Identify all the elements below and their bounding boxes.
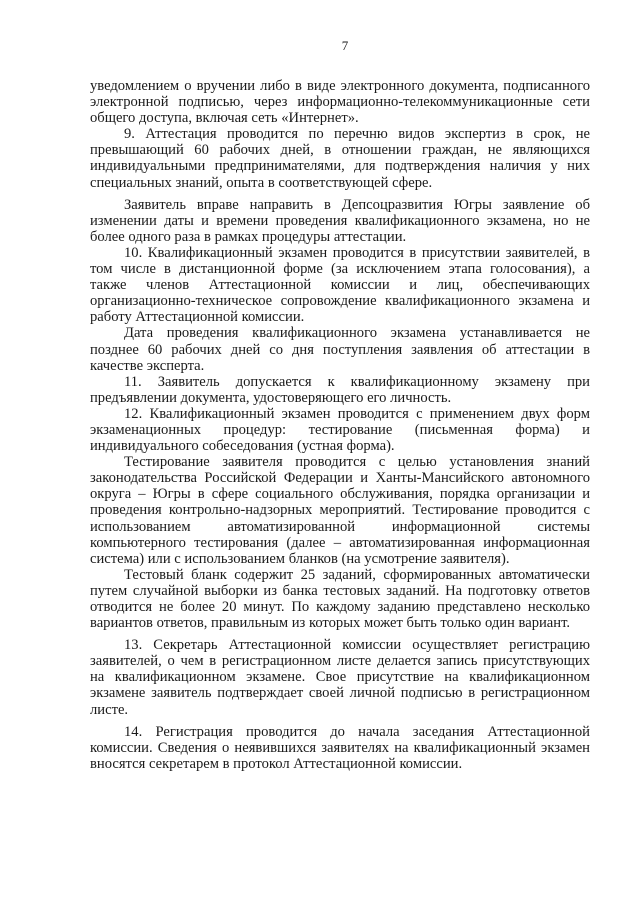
paragraph-testing-purpose: Тестирование заявителя проводится с целью установления знаний законодательства Российской Федерации и Ханты-Мансийского автономного округа – Югры в сфере социального обслуживания, порядка организации и проведения контрольно-надзорных мероприятий. Тестирование проводится с использованием автоматизированной информационной системы компьютерного тестирования (далее – автоматизированная информационная система) или с использованием бланков (на усмотрение заявителя).	[90, 454, 590, 567]
paragraph-clause-9: 9. Аттестация проводится по перечню видов экспертиз в срок, не превышающий 60 рабочих дней, в отношении граждан, не являющихся индивидуальными предпринимателями, для подтверждения наличия у них специальных знаний, опыта в соответствующей сфере.	[90, 126, 590, 191]
paragraph-date-change-request: Заявитель вправе направить в Депсоцразвития Югры заявление об изменении даты и времени проведения квалификационного экзамена, но не более одного раза в рамках процедуры аттестации.	[90, 196, 590, 245]
paragraph-clause-13: 13. Секретарь Аттестационной комиссии осуществляет регистрацию заявителей, о чем в регистрационном листе делается запись присутствующих на квалификационном экзамене. Свое присутствие на квалификационном экзамене заявитель подтверждает своей личной подписью в регистрационном листе.	[90, 637, 590, 718]
paragraph-exam-date: Дата проведения квалификационного экзамена устанавливается не позднее 60 рабочих дней со дня поступления заявления об аттестации в качестве эксперта.	[90, 325, 590, 374]
paragraph-clause-10: 10. Квалификационный экзамен проводится в присутствии заявителей, в том числе в дистанционной форме (за исключением этапа голосования), а также членов Аттестационной комиссии и лиц, обеспечивающих организационно-техническое сопровождение квалификационного экзамена и работу Аттестационной комиссии.	[90, 244, 590, 326]
paragraph-clause-12: 12. Квалификационный экзамен проводится с применением двух форм экзаменационных процедур: тестирование (письменная форма) и индивидуального собеседования (устная форма).	[90, 405, 590, 455]
paragraph-clause-14: 14. Регистрация проводится до начала заседания Аттестационной комиссии. Сведения о неявившихся заявителях на квалификационный экзамен вносятся секретарем в протокол Аттестационной комиссии.	[90, 723, 590, 772]
paragraph-test-form: Тестовый бланк содержит 25 заданий, сформированных автоматически путем случайной выборки из банка тестовых заданий. На подготовку ответов отводится не более 20 минут. По каждому заданию представлено несколько вариантов ответов, правильным из которых может быть только один вариант.	[90, 566, 590, 632]
paragraph-clause-11: 11. Заявитель допускается к квалификационному экзамену при предъявлении документа, удостоверяющего его личность.	[90, 373, 590, 406]
paragraph-notification-continuation: уведомлением о вручении либо в виде электронного документа, подписанного электронной подписью, через информационно-телекоммуникационные сети общего доступа, включая сеть «Интернет».	[90, 78, 590, 127]
page-number: 7	[341, 38, 349, 53]
